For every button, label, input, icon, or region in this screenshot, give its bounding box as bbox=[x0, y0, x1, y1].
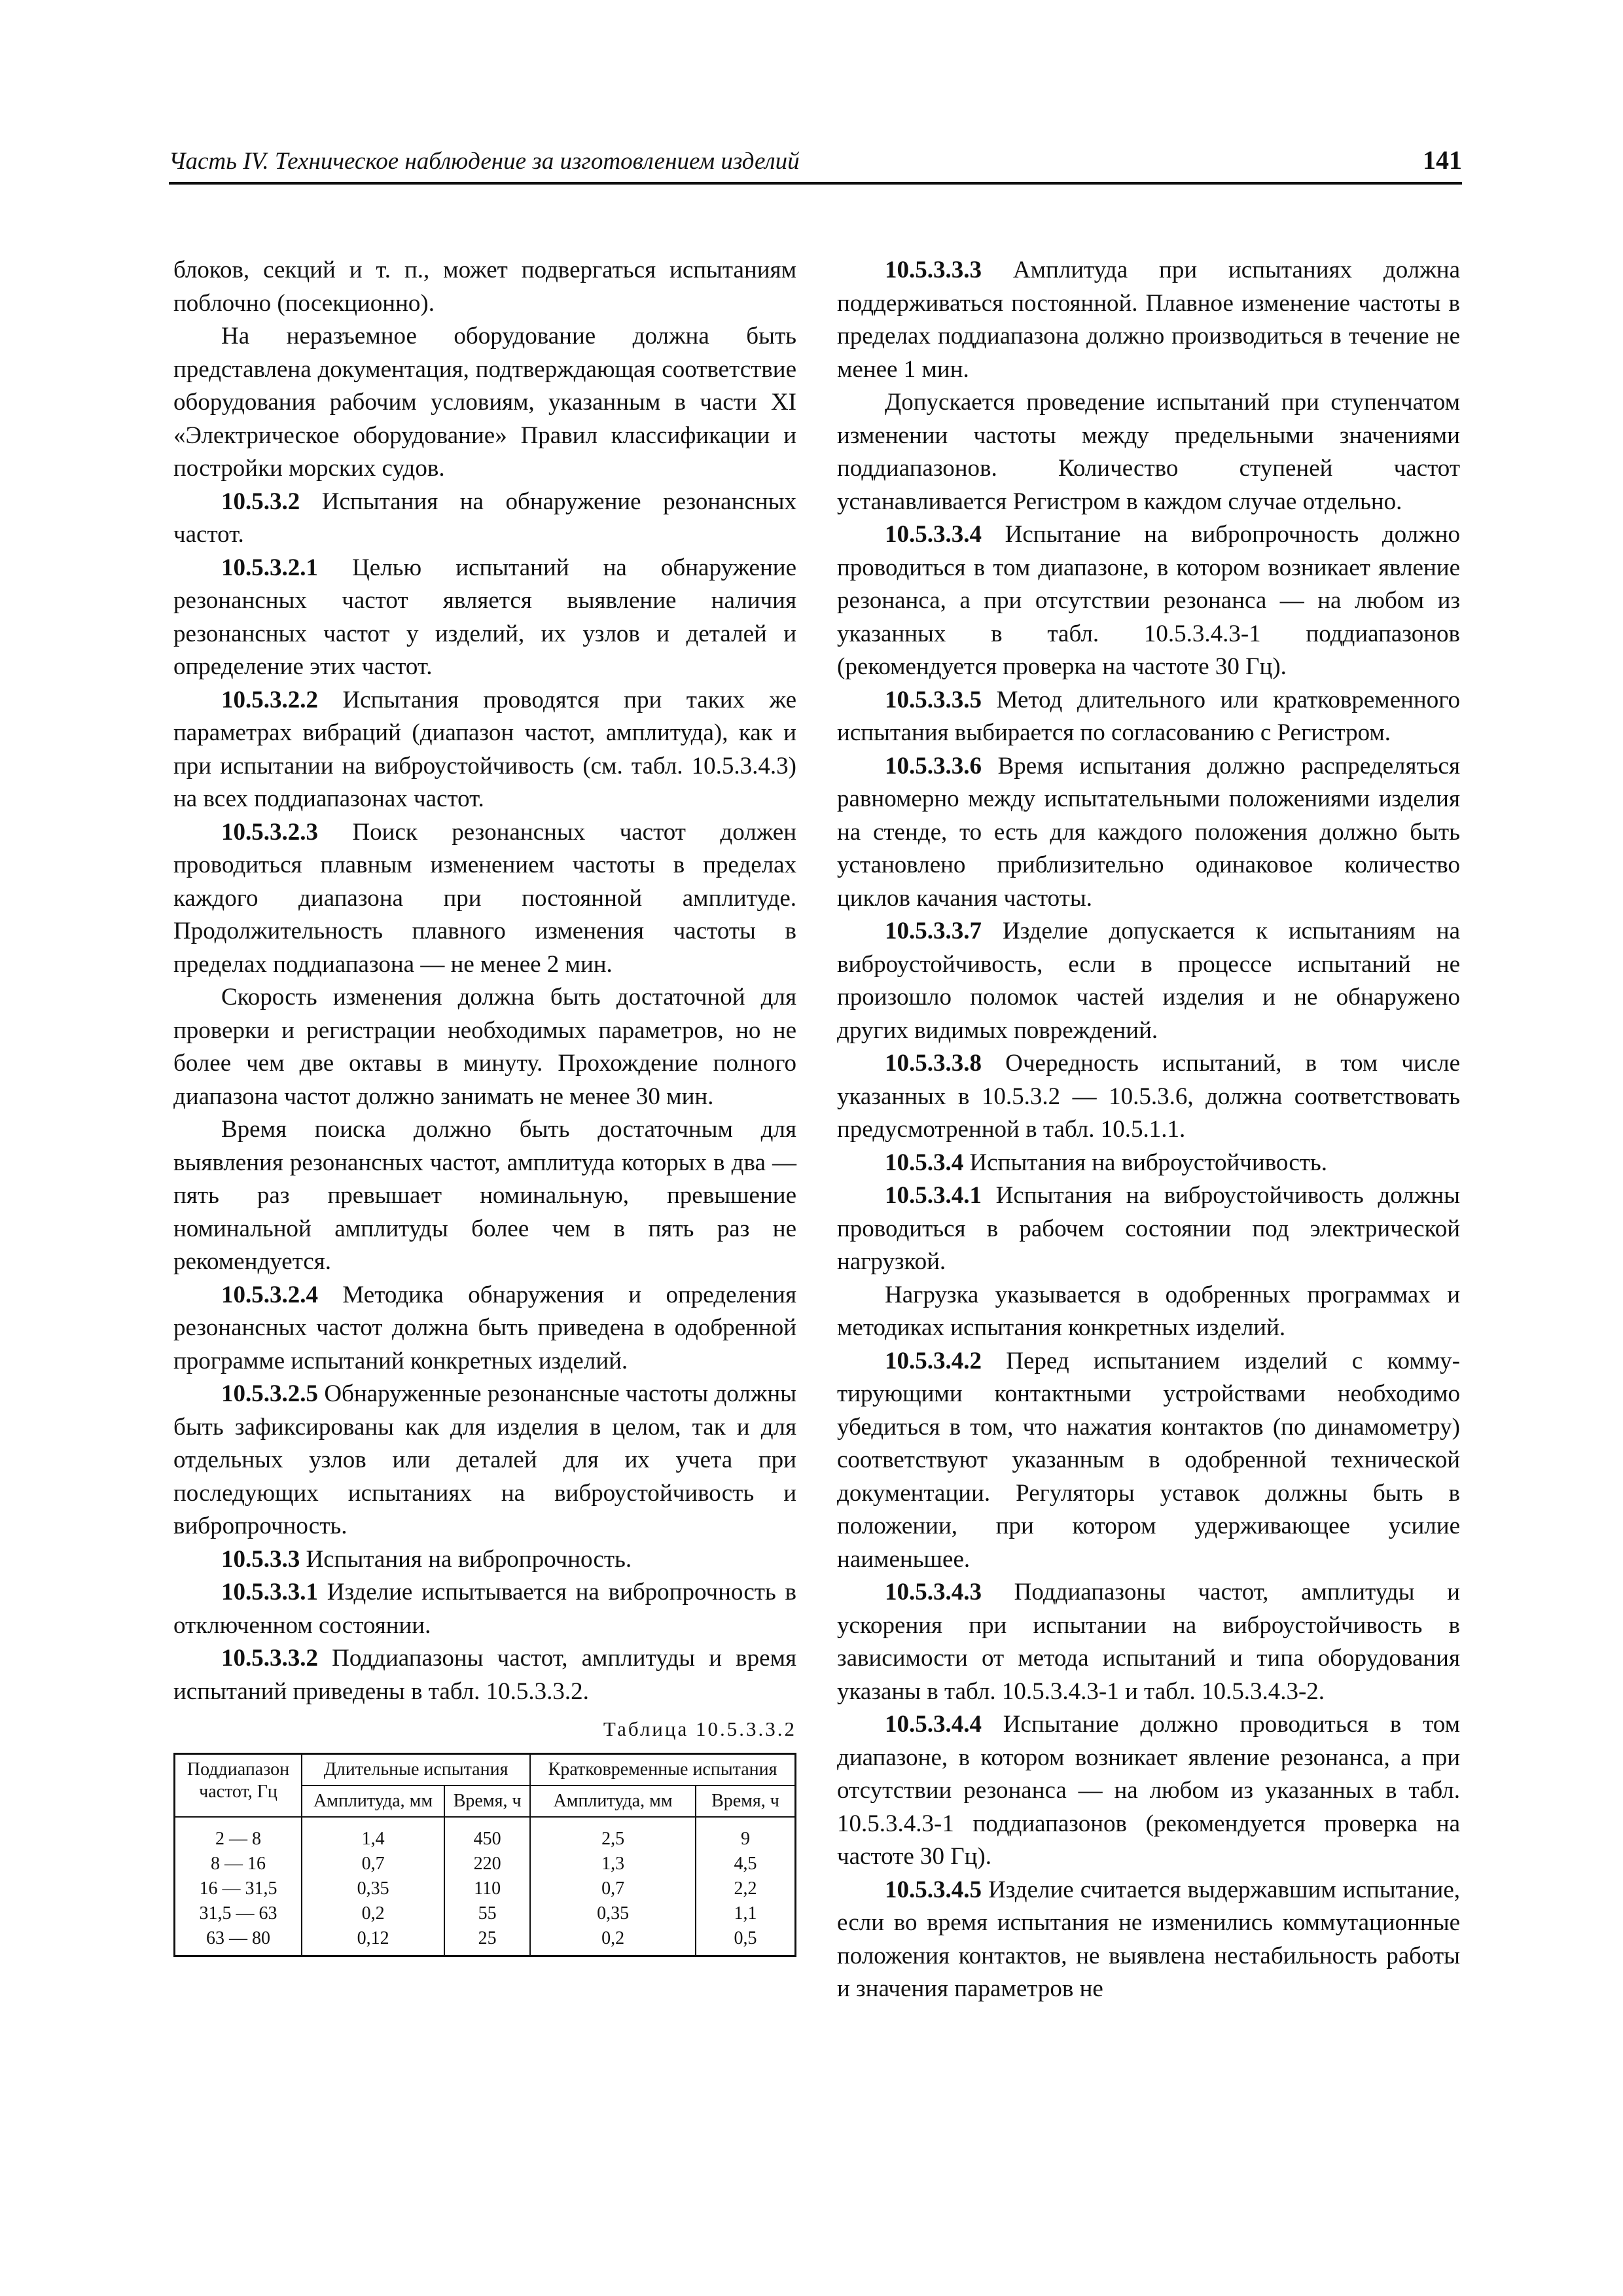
section-number: 10.5.3.2.3 bbox=[221, 818, 318, 846]
paragraph: 10.5.3.2.5 Обнаруженные резонансные частоты должны быть зафиксированы как для изделия в целом, так и для отдельных узлов или деталей для их учета при последующих испытаниях на виброустойчивость и вибропрочность. bbox=[173, 1380, 796, 1539]
header-frequency-range: Поддиапазон частот, Гц bbox=[175, 1754, 302, 1818]
paragraph: 10.5.3.2.1 Целью испытаний на обнаружение резонансных частот является выявление наличия резонансных частот у изделий, их узлов и деталей и определение этих частот. bbox=[173, 554, 796, 680]
paragraph: 10.5.3.4.2 Перед испытанием изделий с коммутирующими контактными устройствами необходимо убедиться в том, что нажатия контактов (по динамометру) соответствуют указанным в одобренной технической документации. Регуляторы уставок должны быть в положении, при котором удерживающее усилие наименьшее. bbox=[837, 1347, 1460, 1573]
paragraph: 10.5.3.4.5 Изделие считается выдержавшим испытание, если во время испытания не изменились коммутационные положения контактов, не выявлена нестабильность работы и значения параметров не bbox=[837, 1876, 1460, 2002]
right-column bbox=[837, 254, 1460, 2006]
paragraph: Скорость изменения должна быть достаточной для проверки и регистрации необходимых параметров, но не более чем две октавы в минуту. Прохождение полного диапазона частот должно занимать не менее 30 мин. bbox=[173, 984, 796, 1110]
section-number: 10.5.3.2.5 bbox=[221, 1380, 318, 1407]
section-number: 10.5.3.4.2 bbox=[885, 1347, 982, 1374]
header-time-short: Время, ч bbox=[696, 1785, 796, 1817]
section-number: 10.5.3.2.2 bbox=[221, 686, 318, 713]
header-title: Часть IV. Техническое наблюдение за изготовлением изделий bbox=[169, 148, 800, 175]
paragraph: 10.5.3.3.1 Изделие испытывается на вибропрочность в отключенном состоянии. bbox=[173, 1579, 796, 1639]
vibration-test-table bbox=[173, 1753, 796, 1957]
paragraph: 10.5.3.3.2 Поддиапазоны частот, амплитуды и время испытаний приведены в табл. 10.5.3.3.2. bbox=[173, 1645, 796, 1705]
paragraph: 10.5.3.3.8 Очередность испытаний, в том числе указанных в 10.5.3.2 — 10.5.3.6, должна соответствовать предусмотренной в табл. 10.5.1.1. bbox=[837, 1050, 1460, 1143]
paragraph: 10.5.3.2.3 Поиск резонансных частот должен проводиться плавным изменением частоты в пределах каждого диапазона при постоянной амплитуде. Продолжительность плавного изменения частоты в пределах поддиапазона — не менее 2 мин. bbox=[173, 818, 796, 978]
header-short-tests: Кратковременные испытания bbox=[530, 1754, 795, 1786]
section-number: 10.5.3.3.8 bbox=[885, 1050, 982, 1077]
paragraph: 10.5.3.3.3 Амплитуда при испытаниях должна поддерживаться постоянной. Плавное изменение частоты в пределах поддиапазона должно производиться в течение не менее 1 мин. bbox=[837, 257, 1460, 383]
paragraph: Время поиска должно быть достаточным для выявления резонансных частот, амплитуда которых в два — пять раз превышает номинальную, превышение номинальной амплитуды более чем в пять раз не рекомендуется. bbox=[173, 1116, 796, 1275]
paragraph: 10.5.3.4 Испытания на виброустойчивость. bbox=[885, 1149, 1328, 1176]
paragraph: 10.5.3.4.1 Испытания на виброустойчивость должны проводиться в рабочем состоянии под электрической нагрузкой. bbox=[837, 1182, 1460, 1275]
section-number: 10.5.3.3.4 bbox=[885, 521, 982, 548]
section-number: 10.5.3.3.1 bbox=[221, 1579, 318, 1605]
section-number: 10.5.3.2.1 bbox=[221, 554, 318, 581]
paragraph: 10.5.3.3.6 Время испытания должно распределяться равномерно между испытательными положениями изделия на стенде, то есть для каждого положения должно быть установлено приблизительно одинаковое количество циклов качания частоты. bbox=[837, 752, 1460, 912]
section-number: 10.5.3.4.3 bbox=[885, 1579, 982, 1605]
table-row: 31,5 — 63 0,2 55 0,35 1,1 bbox=[175, 1901, 796, 1926]
paragraph: блоков, секций и т. п., может подвергаться испытаниям поблочно (посекционно). bbox=[173, 257, 796, 317]
section-number: 10.5.3.4.5 bbox=[885, 1876, 982, 1903]
running-header bbox=[169, 143, 1462, 185]
section-number: 10.5.3.3.3 bbox=[885, 257, 982, 283]
paragraph: 10.5.3.3.5 Метод длительного или кратковременного испытания выбирается по согласованию с Регистром. bbox=[837, 686, 1460, 746]
paragraph: 10.5.3.3 Испытания на вибропрочность. bbox=[221, 1545, 632, 1573]
table-row: 63 — 80 0,12 25 0,2 0,5 bbox=[175, 1926, 796, 1956]
section-number: 10.5.3.3.5 bbox=[885, 686, 982, 713]
paragraph: Нагрузка указывается в одобренных программах и методиках испытания конкретных изделий. bbox=[837, 1281, 1460, 1341]
header-time-long: Время, ч bbox=[444, 1785, 530, 1817]
header-long-tests: Длительные испытания bbox=[302, 1754, 530, 1786]
paragraph: 10.5.3.3.4 Испытание на вибропрочность должно проводиться в том диапазоне, в котором возникает явление резонанса, а при отсутствии резонанса — на любом из указанных в табл. 10.5.3.4.3-1 поддиапазонов (рекомендуется проверка на частоте 30 Гц). bbox=[837, 521, 1460, 680]
left-column bbox=[173, 254, 796, 1957]
section-number: 10.5.3.4.4 bbox=[885, 1711, 982, 1738]
section-number: 10.5.3.3 bbox=[221, 1545, 300, 1573]
paragraph: 10.5.3.3.7 Изделие допускается к испытаниям на виброустойчивость, если в процессе испытаний не произошло поломок частей изделия и не обнаружено других видимых повреждений. bbox=[837, 918, 1460, 1044]
section-number: 10.5.3.3.2 bbox=[221, 1645, 318, 1672]
header-amplitude-short: Амплитуда, мм bbox=[530, 1785, 696, 1817]
section-number: 10.5.3.4.1 bbox=[885, 1182, 982, 1209]
table-caption: Таблица 10.5.3.3.2 bbox=[603, 1717, 796, 1740]
table-row: 2 — 8 1,4 450 2,5 9 bbox=[175, 1817, 796, 1852]
page-number: 141 bbox=[1423, 145, 1462, 175]
table-row: 16 — 31,5 0,35 110 0,7 2,2 bbox=[175, 1876, 796, 1901]
paragraph: 10.5.3.4.4 Испытание должно проводиться в том диапазоне, в котором возникает явление резонанса, а при отсутствии резонанса — на любом из указанных в табл. 10.5.3.4.3-1 поддиапазонов (рекомендуется проверка на частоте 30 Гц). bbox=[837, 1711, 1460, 1870]
section-number: 10.5.3.2 bbox=[221, 488, 300, 515]
section-number: 10.5.3.4 bbox=[885, 1149, 964, 1176]
paragraph: На неразъемное оборудование должна быть представлена документация, подтверждающая соответствие оборудования рабочим условиям, указанным в части XI «Электрическое оборудование» Правил классификации и постройки морских судов. bbox=[173, 323, 796, 482]
section-number: 10.5.3.3.6 bbox=[885, 752, 982, 780]
paragraph: 10.5.3.4.3 Поддиапазоны частот, амплитуды и ускорения при испытании на виброустойчивость в зависимости от метода испытаний и типа оборудования указаны в табл. 10.5.3.4.3-1 и табл. 10.5.3.4.3-2. bbox=[837, 1579, 1460, 1705]
table-row: 8 — 16 0,7 220 1,3 4,5 bbox=[175, 1852, 796, 1876]
section-number: 10.5.3.3.7 bbox=[885, 918, 982, 944]
paragraph: 10.5.3.2.4 Методика обнаружения и определения резонансных частот должна быть приведена в одобренной программе испытаний конкретных изделий. bbox=[173, 1281, 796, 1374]
paragraph: 10.5.3.2.2 Испытания проводятся при таких же параметрах вибраций (диапазон частот, амплитуда), как и при испытании на виброустойчивость (см. табл. 10.5.3.4.3) на всех поддиапазонах частот. bbox=[173, 686, 796, 812]
paragraph: 10.5.3.2 Испытания на обнаружение резонансных частот. bbox=[173, 488, 796, 548]
paragraph: Допускается проведение испытаний при ступенчатом изменении частоты между предельными значениями поддиапазонов. Количество ступеней частот устанавливается Регистром в каждом случае отдельно. bbox=[837, 389, 1460, 515]
section-number: 10.5.3.2.4 bbox=[221, 1281, 318, 1308]
header-amplitude-long: Амплитуда, мм bbox=[302, 1785, 444, 1817]
